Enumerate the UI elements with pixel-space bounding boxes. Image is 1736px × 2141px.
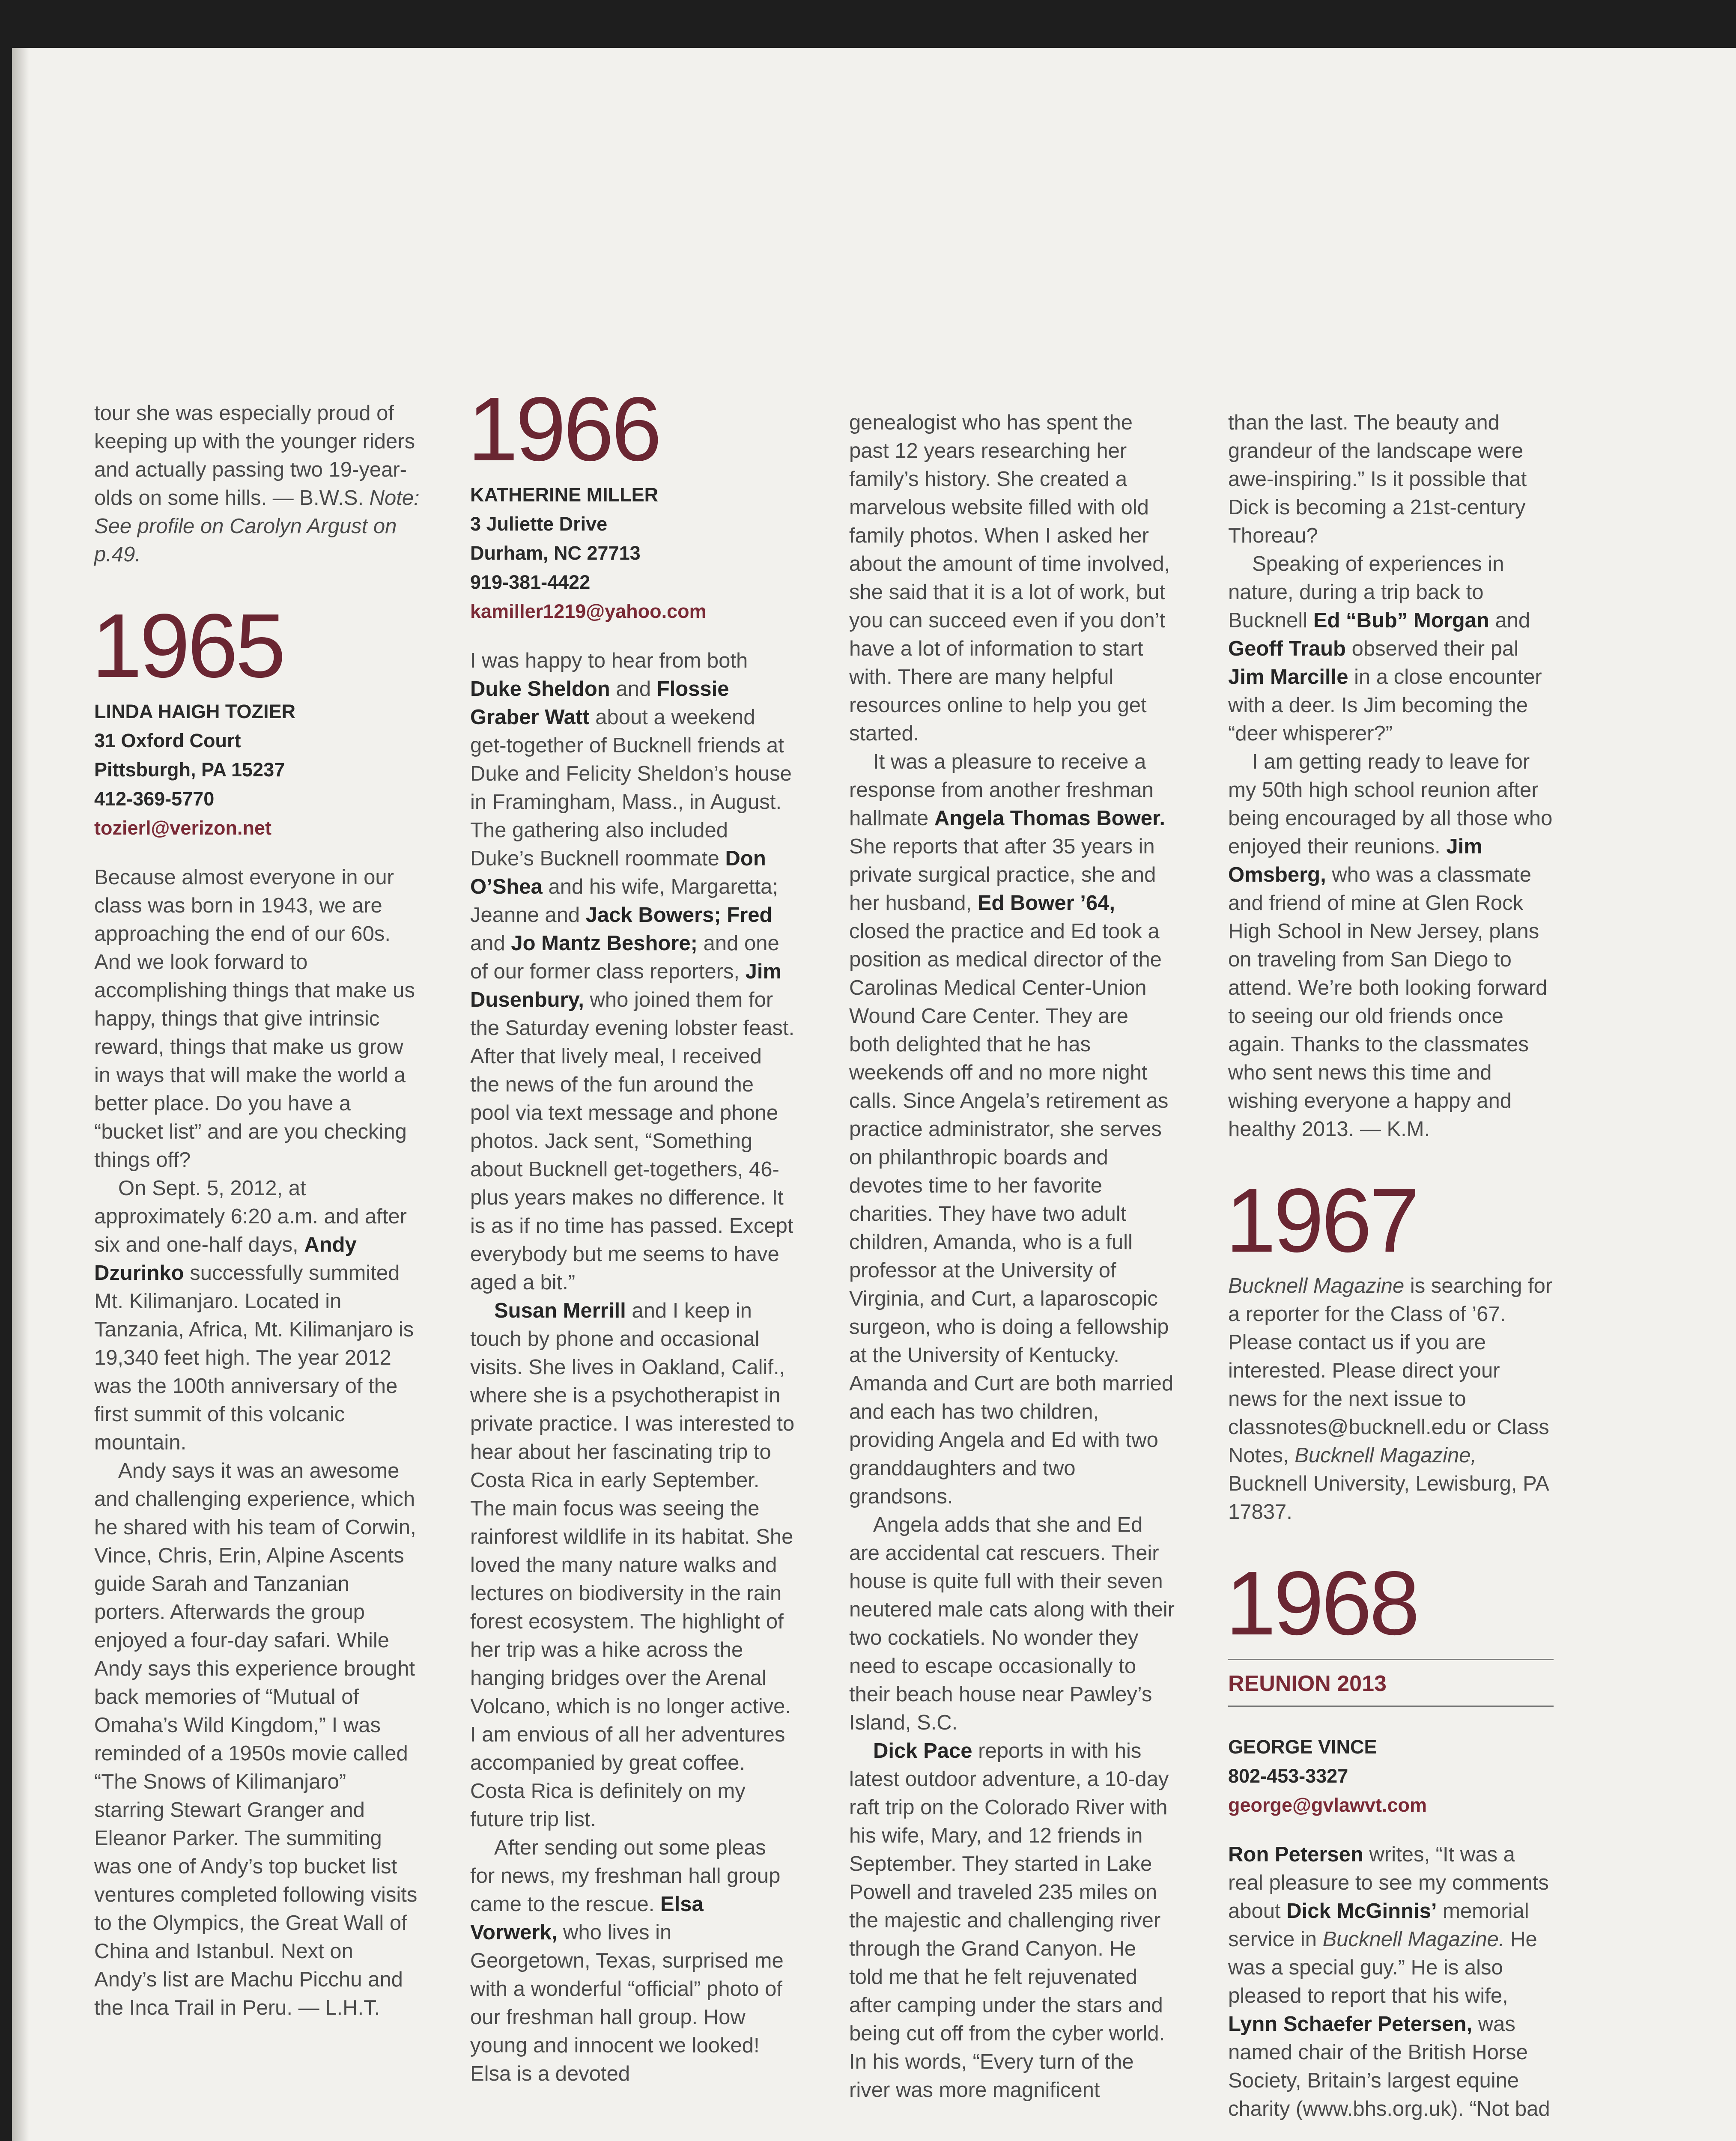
class-reporter-contact — [1228, 1732, 1554, 1820]
column-2 — [468, 378, 796, 2088]
reporter-name: KATHERINE MILLER — [470, 484, 659, 506]
paragraph: Bucknell Magazine is searching for a reporter for the Class of ’67. Please contact us if you are interested. Please direct your news for the next issue to classnotes@bucknell.edu or Class Notes, Bucknell Magazine, Bucknell University, Lewisburg, PA 17837. — [1228, 1274, 1553, 1524]
paragraph: Angela adds that she and Ed are accidental cat rescuers. Their house is quite full with their seven neutered male cats along with their two cockatiels. No wonder they need to escape occasionally to their beach house near Pawley’s Island, S.C. — [849, 1513, 1175, 1734]
class-year-heading: 1968 — [1226, 1552, 1417, 1654]
paragraph: tour she was especially proud of keeping up with the younger riders and actually passing two 19-year-olds on some hills. — B.W.S. Note: See profile on Carolyn Argust on p.49. — [94, 402, 420, 566]
paragraph: Dick Pace reports in with his latest outdoor adventure, a 10-day raft trip on the Colorado River with his wife, Mary, and 12 friends in September. They started in Lake Powell and traveled 235 miles on the majestic and challenging river through the Grand Canyon. He told me that he felt rejuvenated after camping under the stars and being cut off from the cyber world. In his words, “Every turn of the river was more magnificent — [849, 1739, 1169, 2102]
paragraph: After sending out some pleas for news, my freshman hall group came to the rescue. Elsa Vorwerk, who lives in Georgetown, Texas, surprised me with a wonderful “official” photo of our freshman hall group. How young and innocent we looked! Elsa is a devoted — [470, 1836, 784, 2085]
paragraph: I was happy to hear from both Duke Sheldon and Flossie Graber Watt about a weekend get-together of Bucknell friends at Duke and Felicity Sheldon’s house in Framingham, Mass., in August. The gathering also included Duke’s Bucknell roommate Don O’Shea and his wife, Margaretta; Jeanne and Jack Bowers; Fred and Jo Mantz Beshore; and one of our former class reporters, Jim Dusenbury, who joined them for the Saturday evening lobster feast. After that lively meal, I received the news of the fun around the pool via text message and phone photos. Jack sent, “Something about Bucknell get-togethers, 46-plus years makes no difference. It is as if no time has passed. Except everybody but me seems to have aged a bit.” — [470, 649, 795, 1294]
column-1 — [94, 399, 420, 2022]
reporter-phone: 802-453-3327 — [1228, 1765, 1348, 1787]
reporter-name: LINDA HAIGH TOZIER — [94, 701, 295, 722]
paragraph: On Sept. 5, 2012, at approximately 6:20 a.m. and after six and one-half days, Andy Dzurinko successfully summited Mt. Kilimanjaro. Located in Tanzania, Africa, Mt. Kilimanjaro is 19,340 feet high. The year 2012 was the 100th anniversary of the first summit of this volcanic mountain. — [94, 1177, 414, 1454]
paragraph: I am getting ready to leave for my 50th high school reunion after being encouraged by all those who enjoyed their reunions. Jim Omsberg, who was a classmate and friend of mine at Glen Rock High School in New Jersey, plans on traveling from San Diego to attend. We’re both looking forward to seeing our old friends once again. Thanks to the classmates who sent news this time and wishing everyone a happy and healthy 2013. — K.M. — [1228, 750, 1553, 1141]
paragraph: genealogist who has spent the past 12 years researching her family’s history. She created a marvelous website filled with old family photos. When I asked her about the amount of time involved, she said that it is a lot of work, but you can succeed even if you don’t have a lot of information to start with. There are many helpful resources online to help you get started. — [849, 411, 1170, 745]
column-3 — [849, 409, 1175, 2104]
reporter-email-link[interactable]: george@gvlawvt.com — [1228, 1794, 1427, 1816]
reporter-address: 3 Juliette Drive — [470, 513, 608, 535]
class-year-heading: 1967 — [1226, 1169, 1417, 1271]
editor-note: Note: See profile on Carolyn Argust on p.49. — [94, 486, 420, 566]
paragraph: It was a pleasure to receive a response from another freshman hallmate Angela Thomas Bower. She reports that after 35 years in private surgical practice, she and her husband, Ed Bower ’64, closed the practice and Ed took a position as medical director of the Carolinas Medical Center-Union Wound Care Center. They are both delighted that he has weekends off and no more night calls. Since Angela’s retirement as practice administrator, she serves on philanthropic boards and devotes time to her favorite charities. They have two adult children, Amanda, who is a full professor at the University of Virginia, and Curt, a laparoscopic surgeon, who is doing a fellowship at the University of Kentucky. Amanda and Curt are both married and each has two children, providing Angela and Ed with two granddaughters and two grandsons. — [849, 750, 1174, 1508]
magazine-page — [12, 48, 1736, 2141]
reporter-phone: 919-381-4422 — [470, 571, 591, 593]
paragraph: Ron Petersen writes, “It was a real pleasure to see my comments about Dick McGinnis’ memorial service in Bucknell Magazine. He was a special guy.” He is also pleased to report that his wife, Lynn Schaefer Petersen, was named chair of the British Horse Society, Britain’s largest equine charity (www.bhs.org.uk). “Not bad — [1228, 1843, 1550, 2120]
column-4 — [1228, 409, 1554, 2123]
reunion-banner: REUNION 2013 — [1228, 1659, 1554, 1707]
paragraph: Susan Merrill and I keep in touch by phone and occasional visits. She lives in Oakland, Calif., where she is a psychotherapist in private practice. I was interested to hear about her fascinating trip to Costa Rica in early September. The main focus was seeing the rainforest wildlife in its habitat. She loved the many nature walks and lectures on biodiversity in the rain forest ecosystem. The highlight of her trip was a hike across the hanging bridges over the Arenal Volcano, which is no longer active. I am envious of all her adventures accompanied by great coffee. Costa Rica is definitely on my future trip list. — [470, 1299, 795, 1831]
paragraph: than the last. The beauty and grandeur of the landscape were awe-inspiring.” Is it possible that Dick is becoming a 21st-century Thoreau? — [1228, 411, 1527, 547]
reporter-email-link[interactable]: tozierl@verizon.net — [94, 817, 271, 839]
reporter-city: Durham, NC 27713 — [470, 542, 641, 564]
class-year-heading: 1966 — [468, 378, 659, 480]
class-reporter-contact — [94, 697, 420, 843]
class-reporter-contact — [470, 480, 796, 626]
paragraph: Andy says it was an awesome and challenging experience, which he shared with his team of Corwin, Vince, Chris, Erin, Alpine Ascents guide Sarah and Tanzanian porters. Afterwards the group enjoyed a four-day safari. While Andy says this experience brought back memories of “Mutual of Omaha’s Wild Kingdom,” I was reminded of a 1950s movie called “The Snows of Kilimanjaro” starring Stewart Granger and Eleanor Parker. The summiting was one of Andy’s top bucket list ventures completed following visits to the Olympics, the Great Wall of China and Istanbul. Next on Andy’s list are Machu Picchu and the Inca Trail in Peru. — L.H.T. — [94, 1459, 418, 2019]
reporter-city: Pittsburgh, PA 15237 — [94, 759, 285, 781]
paragraph: Because almost everyone in our class was born in 1943, we are approaching the end of our 60s. And we look forward to accomplishing things that make us happy, things that give intrinsic reward, things that make us grow in ways that will make the world a better place. Do you have a “bucket list” and are you checking things off? — [94, 866, 415, 1172]
reporter-address: 31 Oxford Court — [94, 730, 241, 751]
reporter-name: GEORGE VINCE — [1228, 1736, 1377, 1758]
paragraph: Speaking of experiences in nature, during a trip back to Bucknell Ed “Bub” Morgan and Geoff Traub observed their pal Jim Marcille in a close encounter with a deer. Is Jim becoming the “deer whisperer?” — [1228, 552, 1542, 745]
class-year-heading: 1965 — [92, 595, 283, 696]
page-gutter-shadow — [12, 48, 29, 2141]
reporter-email-link[interactable]: kamiller1219@yahoo.com — [470, 600, 707, 622]
reporter-phone: 412-369-5770 — [94, 788, 215, 810]
